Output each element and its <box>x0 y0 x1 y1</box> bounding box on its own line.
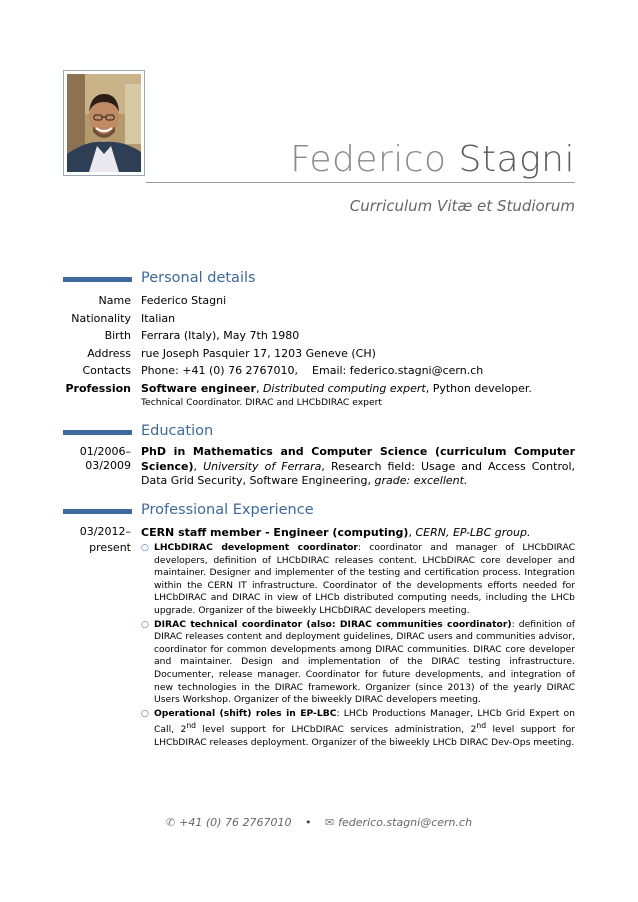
separator: , <box>193 459 204 473</box>
date-start: 01/2006– <box>79 445 131 458</box>
experience-dates <box>63 525 131 555</box>
profession-rest: , Python developer. <box>425 382 532 395</box>
section-education <box>63 423 575 498</box>
bullet-icon: ○ <box>141 619 149 630</box>
list-item <box>141 708 575 750</box>
name-divider <box>146 182 575 183</box>
last-name: Stagni <box>458 139 575 180</box>
detail-value: rue Joseph Pasquier 17, 1203 Geneve (CH) <box>141 347 376 360</box>
date-end: 03/2009 <box>85 459 131 472</box>
detail-label: Nationality <box>71 312 131 325</box>
item-text: : LHCb Productions Manager, LHCb Grid Expert on Call, 2 <box>154 707 575 736</box>
detail-value: Federico Stagni <box>141 294 227 307</box>
education-grade: grade: excellent. <box>374 474 468 487</box>
section-bar <box>63 430 132 435</box>
separator: , <box>255 382 263 395</box>
detail-label: Address <box>87 347 131 360</box>
bullet-icon: ○ <box>141 708 149 719</box>
footer-contacts <box>0 816 638 829</box>
section-professional-experience <box>63 502 575 762</box>
list-item <box>141 619 575 707</box>
section-personal-details <box>63 270 575 420</box>
date-end: present <box>89 541 131 554</box>
section-bar <box>63 277 132 282</box>
footer-separator: • <box>304 816 312 829</box>
detail-value: Ferrara (Italy), May 7th 1980 <box>141 329 300 342</box>
responsibility-list <box>141 542 575 750</box>
detail-label: Profession <box>65 382 131 395</box>
profession-expertise: Distributed computing expert <box>262 382 426 395</box>
date-start: 03/2012– <box>79 525 131 538</box>
item-text: level support for LHCbDIRAC releases deployment. Organizer of the biweekly LHCb DIRAC Dev-Ops meeting. <box>154 724 575 748</box>
phone-icon: ✆ <box>165 816 176 829</box>
position-title: CERN staff member - Engineer (computing) <box>141 526 409 539</box>
item-text: : definition of DIRAC releases content and deployment guidelines, DIRAC users and communities advisor, coordinator for common developments among DIRAC communities. DIRAC core developer and maintainer. Design and implementation of the DIRAC testing infrastructure. Documenter, release manager. Coordinator for future developments, and integration of new technologies in the DIRAC framework. Organizer (since 2013) of the yearly DIRAC Users Workshop. Organizer of the biweekly DIRAC developers meeting. <box>154 618 575 706</box>
superscript: nd <box>186 721 197 731</box>
education-details: , Research field: Usage and Access Control, Data Grid Security, Software Engineering, <box>141 459 576 487</box>
contacts-value: Phone: +41 (0) 76 2767010, Email: federico.stagni@cern.ch <box>141 364 484 377</box>
envelope-icon: ✉ <box>324 816 335 829</box>
profile-photo <box>63 70 145 176</box>
education-dates <box>63 445 131 473</box>
profession-value <box>141 382 575 409</box>
item-text: : coordinator and manager of LHCbDIRAC developers, definition of LHCbDIRAC releases content. LHCbDIRAC core developer and maintainer. Designer and implementer of the testing and certification process. Integration within the CERN IT infrastructure. Coordinator of the developments efforts needed for LHCbDIRAC and DIRAC in view of LHCb distributed computing needs, including the LHCb upgrade. Organizer of the biweekly LHCbDIRAC developers meeting. <box>154 542 575 616</box>
section-title: Education <box>141 423 214 439</box>
experience-description <box>141 525 575 751</box>
profession-role: Software engineer <box>141 382 256 395</box>
detail-label: Name <box>98 294 131 307</box>
first-name: Federico <box>290 139 447 180</box>
degree-title: PhD in Mathematics and Computer Science (curriculum Computer Science) <box>141 445 575 473</box>
item-text: level support for LHCbDIRAC services administration, 2 <box>196 724 477 736</box>
item-title: LHCbDIRAC development coordinator <box>154 542 358 553</box>
separator: , <box>408 526 416 539</box>
cv-subtitle: Curriculum Vitæ et Studiorum <box>349 197 575 215</box>
superscript: nd <box>476 721 487 731</box>
education-description <box>141 445 575 489</box>
footer-phone: +41 (0) 76 2767010 <box>179 816 292 829</box>
detail-label: Birth <box>104 329 131 342</box>
item-title: DIRAC technical coordinator (also: DIRAC communities coordinator) <box>154 618 512 630</box>
profession-extra: Technical Coordinator. DIRAC and LHCbDIRAC expert <box>141 397 382 408</box>
detail-value: Italian <box>141 312 176 325</box>
footer-email[interactable]: federico.stagni@cern.ch <box>338 816 473 829</box>
section-title: Personal details <box>141 270 256 286</box>
full-name <box>290 140 575 180</box>
employer-name: CERN, EP-LBC group. <box>415 526 531 539</box>
portrait-image <box>67 74 141 172</box>
section-title: Professional Experience <box>141 502 314 518</box>
detail-label: Contacts <box>82 364 131 377</box>
bullet-icon: ○ <box>141 543 149 553</box>
section-bar <box>63 509 132 514</box>
experience-heading <box>141 525 575 540</box>
item-title: Operational (shift) roles in EP-LBC <box>154 707 337 719</box>
list-item <box>141 542 575 618</box>
university-name: University of Ferrara <box>203 459 322 473</box>
